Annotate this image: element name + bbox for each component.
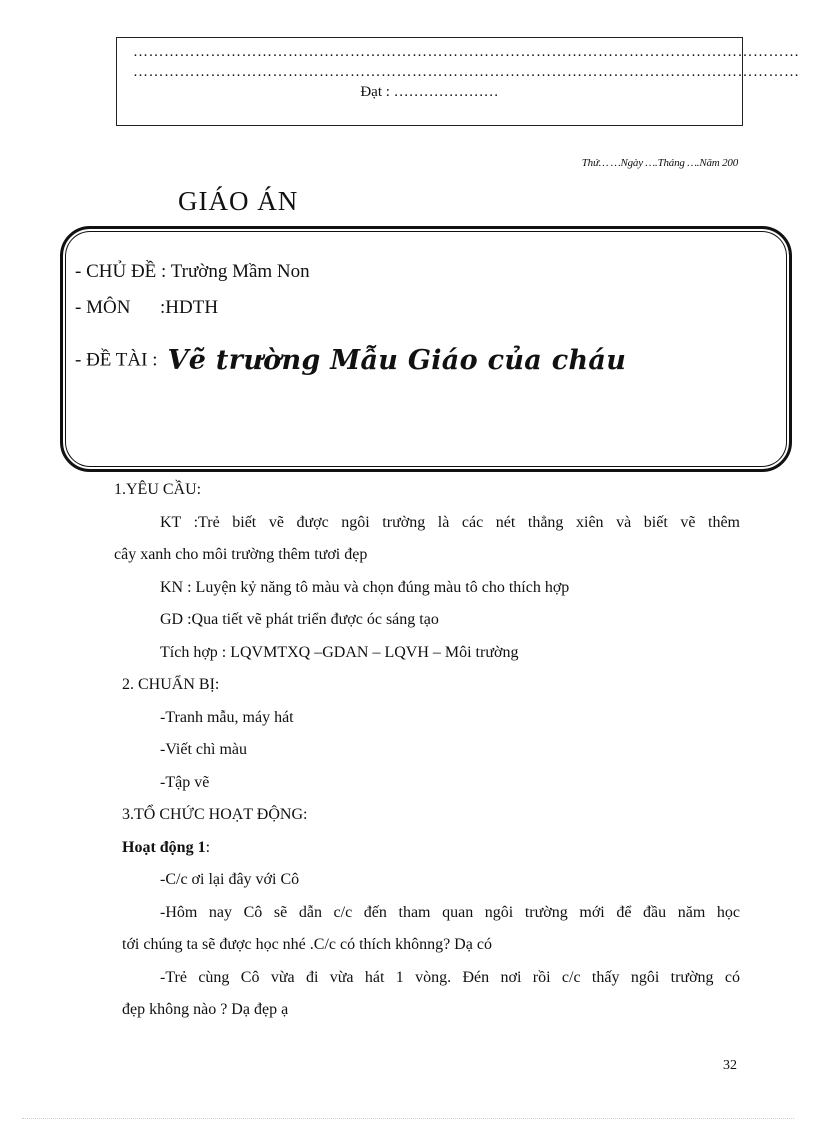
comment-line-1: ………………………………………………………………………………………………………………… bbox=[133, 44, 800, 60]
page-title: GIÁO ÁN bbox=[178, 186, 299, 216]
subject-label: - MÔN bbox=[75, 297, 131, 318]
lesson-label: - ĐỀ TÀI : bbox=[75, 349, 158, 371]
footer-divider bbox=[22, 1118, 794, 1119]
section-heading: 1.YÊU CẦU: bbox=[114, 481, 202, 498]
list-item: -Tập vẽ bbox=[160, 773, 210, 791]
activity-colon: : bbox=[205, 838, 211, 856]
date-line: Thứ… …Ngày ….Tháng ….Năm 200 bbox=[581, 157, 738, 169]
comment-line-2: ………………………………………………………………………………………………………………… bbox=[133, 64, 800, 80]
paragraph: -Hôm nay Cô sẽ dẫn c/c đến tham quan ngôi trường mới để đầu năm học bbox=[160, 903, 740, 921]
topic-line: - CHỦ ĐỀ : Trường Mầm Non bbox=[75, 261, 310, 282]
lesson-line bbox=[75, 345, 626, 376]
section-heading: 2. CHUẨN BỊ: bbox=[122, 676, 220, 693]
grade-box bbox=[116, 37, 800, 126]
subject-line bbox=[75, 297, 218, 319]
lesson-title: Vẽ trường Mẫu Giáo của cháu bbox=[167, 345, 627, 376]
paragraph: -Trẻ cùng Cô vừa đi vừa hát 1 vòng. Đén nơi rồi c/c thấy ngôi trường có bbox=[160, 968, 740, 986]
paragraph: KT :Trẻ biết vẽ được ngôi trường là các nét thẳng xiên và biết vẽ thêm bbox=[160, 513, 740, 531]
paragraph: KN : Luyện kỷ năng tô màu và chọn đúng màu tô cho thích hợp bbox=[160, 578, 570, 596]
paragraph: cây xanh cho môi trường thêm tươi đẹp bbox=[114, 546, 368, 563]
page-number: 32 bbox=[723, 1058, 737, 1073]
paragraph: tới chúng ta sẽ được học nhé .C/c có thích khônng? Dạ có bbox=[122, 936, 492, 953]
paragraph: GD :Qua tiết vẽ phát triển được óc sáng tạo bbox=[160, 611, 439, 628]
section-heading: 3.TỔ CHỨC HOẠT ĐỘNG: bbox=[122, 806, 308, 823]
list-item: -Tranh mẫu, máy hát bbox=[160, 708, 294, 726]
activity-heading bbox=[122, 832, 740, 865]
lesson-body bbox=[114, 474, 740, 1027]
lesson-info-box bbox=[60, 226, 792, 472]
paragraph: Tích hợp : LQVMTXQ –GDAN – LQVH – Môi trường bbox=[160, 643, 519, 661]
grade-line: Đạt : ………………… bbox=[360, 84, 499, 100]
subject-value: :HDTH bbox=[160, 297, 219, 318]
list-item: -Viết chì màu bbox=[160, 741, 248, 758]
paragraph: -C/c ơi lại đây với Cô bbox=[160, 871, 300, 888]
activity-title: Hoạt động 1 bbox=[122, 838, 206, 856]
paragraph: đẹp không nào ? Dạ đẹp ạ bbox=[122, 1001, 289, 1018]
